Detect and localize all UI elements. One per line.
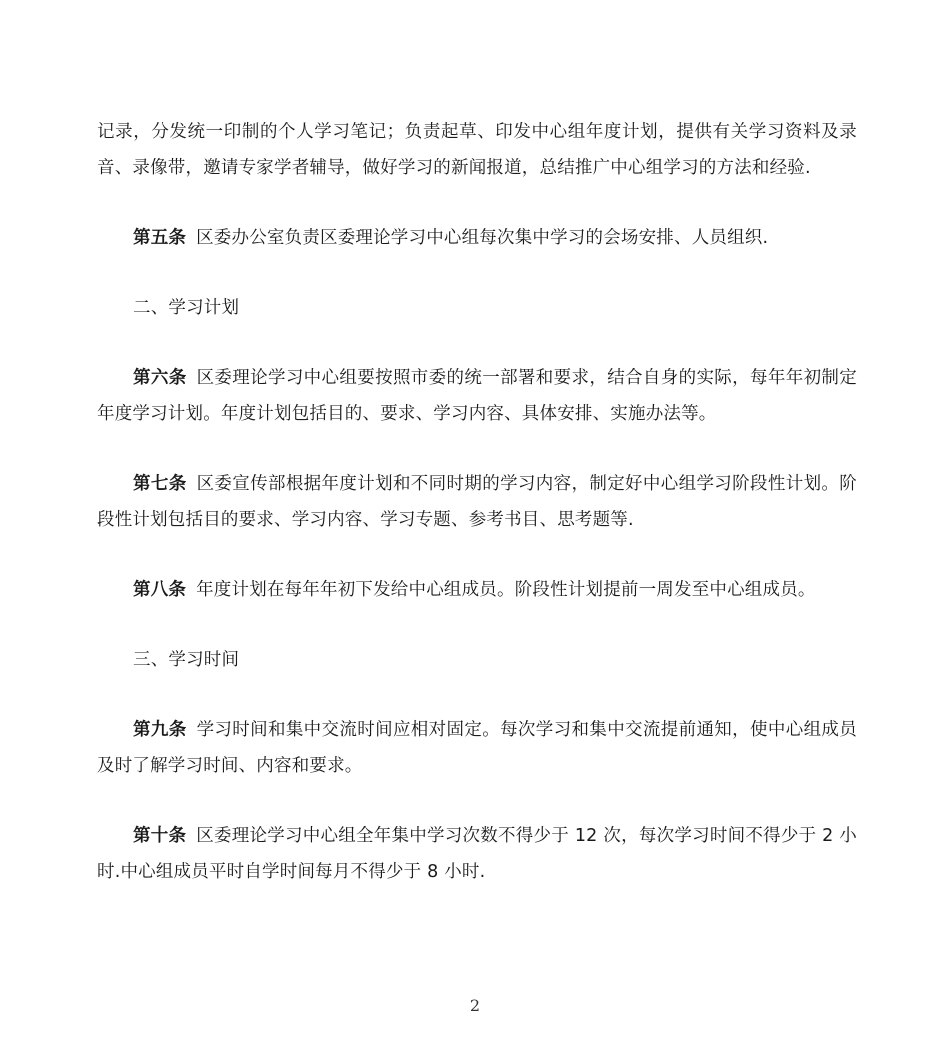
article-label: 第五条 (133, 228, 187, 248)
article-6 (97, 360, 857, 432)
article-label: 第六条 (133, 368, 187, 388)
article-5 (97, 220, 857, 256)
article-10 (97, 818, 857, 890)
article-label: 第七条 (133, 474, 187, 494)
article-label: 第九条 (133, 720, 187, 740)
article-label: 第十条 (133, 826, 187, 846)
article-text: 区委宣传部根据年度计划和不同时期的学习内容，制定好中心组学习阶段性计划。阶段性计划包括目的要求、学习内容、学习专题、参考书目、思考题等. (97, 474, 857, 530)
article-text: 区委理论学习中心组全年集中学习次数不得少于 12 次，每次学习时间不得少于 2 小时.中心组成员平时自学时间每月不得少于 8 小时. (97, 826, 857, 882)
article-text: 学习时间和集中交流时间应相对固定。每次学习和集中交流提前通知，使中心组成员及时了解学习时间、内容和要求。 (97, 720, 857, 776)
article-text: 区委办公室负责区委理论学习中心组每次集中学习的会场安排、人员组织. (196, 228, 769, 248)
section-heading-study-plan: 二、学习计划 (133, 298, 240, 318)
document-body (97, 114, 857, 924)
page-number: 2 (469, 996, 481, 1015)
article-label: 第八条 (133, 580, 187, 600)
continuation-paragraph: 记录，分发统一印制的个人学习笔记；负责起草、印发中心组年度计划，提供有关学习资料及录音、录像带，邀请专家学者辅导，做好学习的新闻报道，总结推广中心组学习的方法和经验. (97, 122, 857, 178)
article-text: 区委理论学习中心组要按照市委的统一部署和要求，结合自身的实际，每年年初制定年度学习计划。年度计划包括目的、要求、学习内容、具体安排、实施办法等。 (97, 368, 857, 424)
section-heading-study-time: 三、学习时间 (133, 650, 240, 670)
article-7 (97, 466, 857, 538)
article-8 (97, 572, 857, 608)
article-9 (97, 712, 857, 784)
article-text: 年度计划在每年年初下发给中心组成员。阶段性计划提前一周发至中心组成员。 (196, 580, 816, 600)
